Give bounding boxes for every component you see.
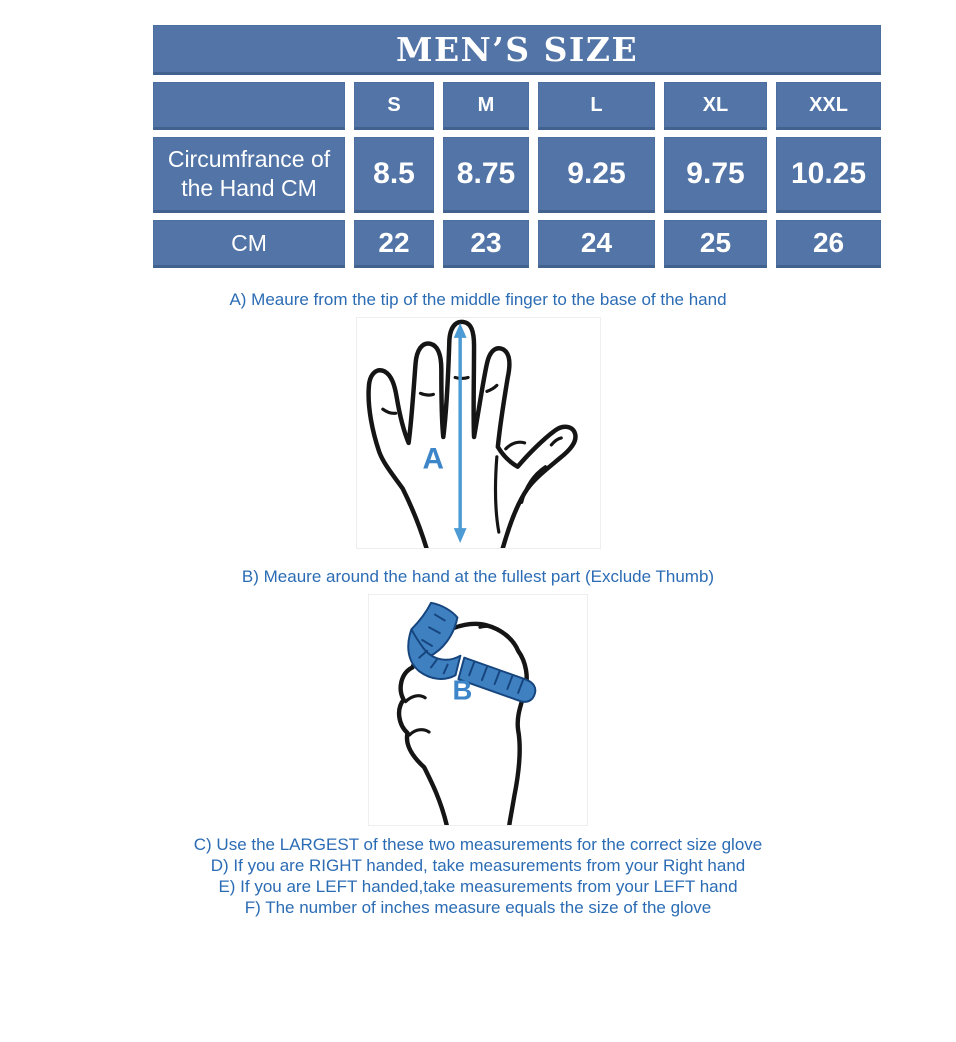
open-hand-length-diagram (356, 317, 601, 549)
cm-value-s: 22 (354, 220, 434, 268)
instruction-c: C) Use the LARGEST of these two measurements for the correct size glove (193, 835, 763, 854)
size-header-s: S (354, 82, 434, 130)
size-header-row (153, 82, 881, 130)
size-table (144, 18, 890, 275)
open-hand-icon (368, 322, 575, 548)
table-title-row (153, 25, 881, 75)
cm-value-xxl: 26 (776, 220, 881, 268)
circumference-value-xxl: 10.25 (776, 137, 881, 213)
instruction-e: E) If you are LEFT handed,take measurements from your LEFT hand (218, 877, 738, 896)
size-header-xxl: XXL (776, 82, 881, 130)
instruction-a: A) Meaure from the tip of the middle finger to the base of the hand (229, 290, 727, 309)
circumference-row-label: Circumfrance of the Hand CM (153, 137, 345, 213)
diagram-label-a: A (421, 442, 444, 476)
size-chart-page (0, 18, 956, 1042)
instruction-list (0, 834, 956, 918)
table-title: MEN’S SIZE (153, 25, 881, 75)
fist-circumference-diagram (368, 594, 588, 826)
size-header-empty (153, 82, 345, 130)
cm-value-l: 24 (538, 220, 655, 268)
circumference-value-m: 8.75 (443, 137, 529, 213)
instruction-d: D) If you are RIGHT handed, take measurements from your Right hand (210, 856, 746, 875)
size-header-l: L (538, 82, 655, 130)
circumference-row (153, 137, 881, 213)
circumference-value-s: 8.5 (354, 137, 434, 213)
instruction-f: F) The number of inches measure equals the size of the glove (244, 898, 712, 917)
cm-value-xl: 25 (664, 220, 767, 268)
instruction-b: B) Meaure around the hand at the fullest part (Exclude Thumb) (241, 567, 715, 586)
cm-row (153, 220, 881, 268)
cm-row-label: CM (153, 220, 345, 268)
circumference-value-xl: 9.75 (664, 137, 767, 213)
size-header-xl: XL (664, 82, 767, 130)
circumference-value-l: 9.25 (538, 137, 655, 213)
diagram-label-b: B (452, 674, 473, 706)
cm-value-m: 23 (443, 220, 529, 268)
size-header-m: M (443, 82, 529, 130)
